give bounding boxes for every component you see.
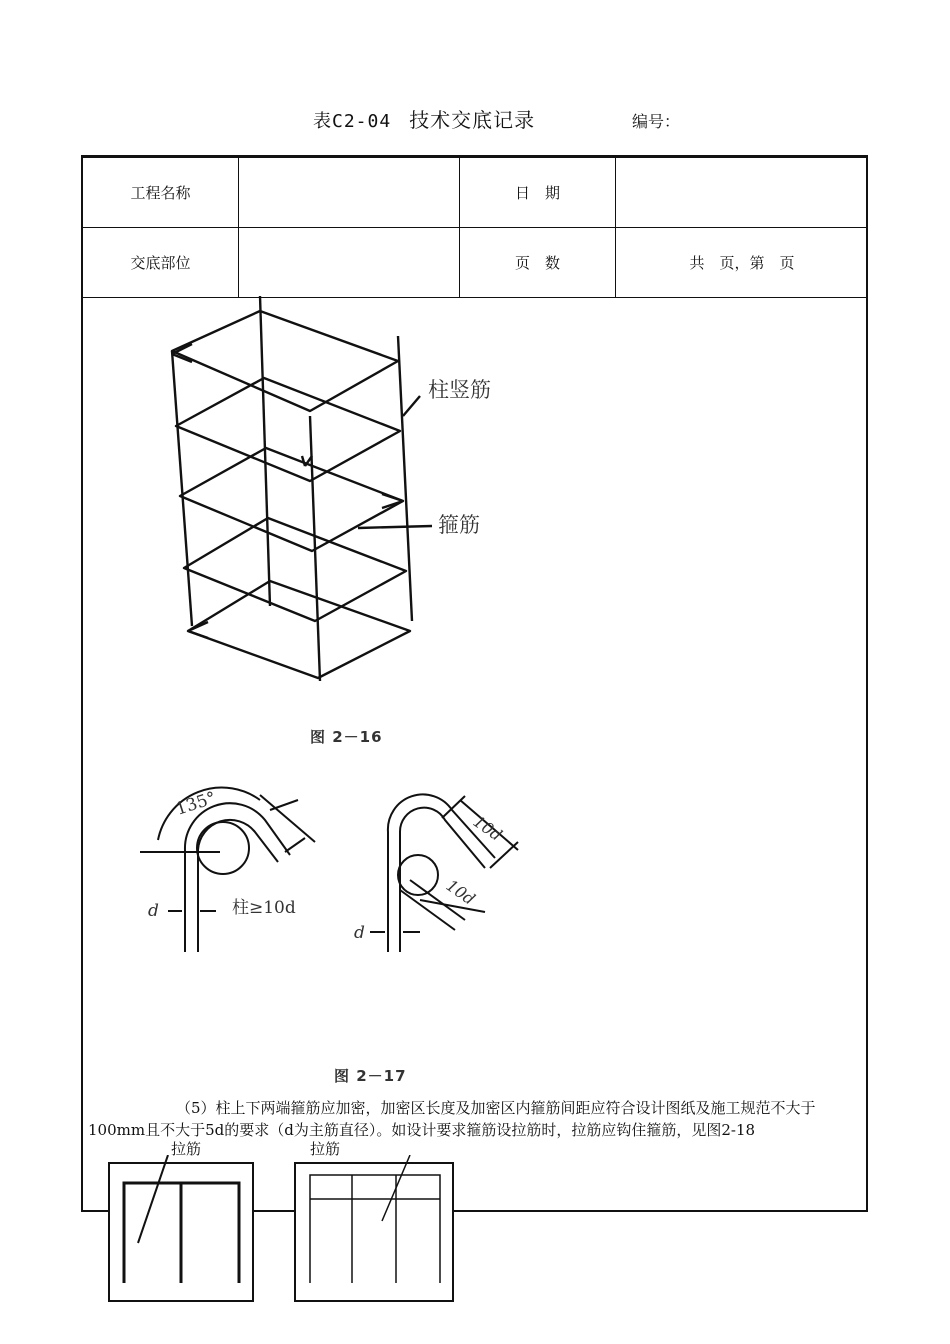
d-label-right: d (354, 923, 365, 943)
length-label-bottom: 10d (442, 875, 479, 909)
label-stirrup: 箍筋 (438, 513, 480, 537)
angle-label: 135° (173, 788, 219, 820)
body-paragraph: （5）柱上下两端箍筋应加密，加密区长度及加密区内箍筋间距应符合设计图纸及施工规范不大于100mm且不大于5d的要求（d为主筋直径）。如设计要求箍筋设拉筋时，拉筋应钩住箍筋，见图2-18 (88, 1099, 816, 1139)
figure-2-17-caption: 图 2－17 (334, 1067, 407, 1085)
location-field[interactable] (239, 228, 460, 297)
date-field[interactable] (616, 158, 868, 227)
length-label-top: 10d (469, 811, 506, 845)
location-label: 交底部位 (83, 228, 239, 297)
figure-2-16-caption: 图 2－16 (310, 728, 383, 746)
project-name-label: 工程名称 (83, 158, 239, 227)
figure-2-16-cage (120, 296, 520, 766)
form-row-project (83, 158, 866, 228)
project-name-field[interactable] (239, 158, 460, 227)
table-code: 表C2-04 (313, 111, 392, 132)
form-row-location (83, 228, 866, 298)
tie-bar-label-left: 拉筋 (171, 1140, 202, 1158)
d-label-left: d (148, 901, 159, 921)
length-label-left: 柱≥10d (232, 898, 296, 918)
title-text: 技术交底记录 (409, 108, 536, 132)
serial-number-label: 编号： (632, 112, 681, 131)
date-label: 日 期 (460, 158, 616, 227)
label-vertical-bar: 柱竖筋 (428, 378, 491, 402)
document-title (313, 104, 535, 133)
pages-field[interactable]: 共 页，第 页 (689, 254, 795, 272)
pages-label: 页 数 (460, 228, 616, 297)
figure-2-18-left (108, 1155, 258, 1305)
figure-2-18-right (294, 1155, 456, 1305)
figure-2-17-hooks (120, 780, 540, 960)
tie-bar-label-right: 拉筋 (310, 1140, 341, 1158)
